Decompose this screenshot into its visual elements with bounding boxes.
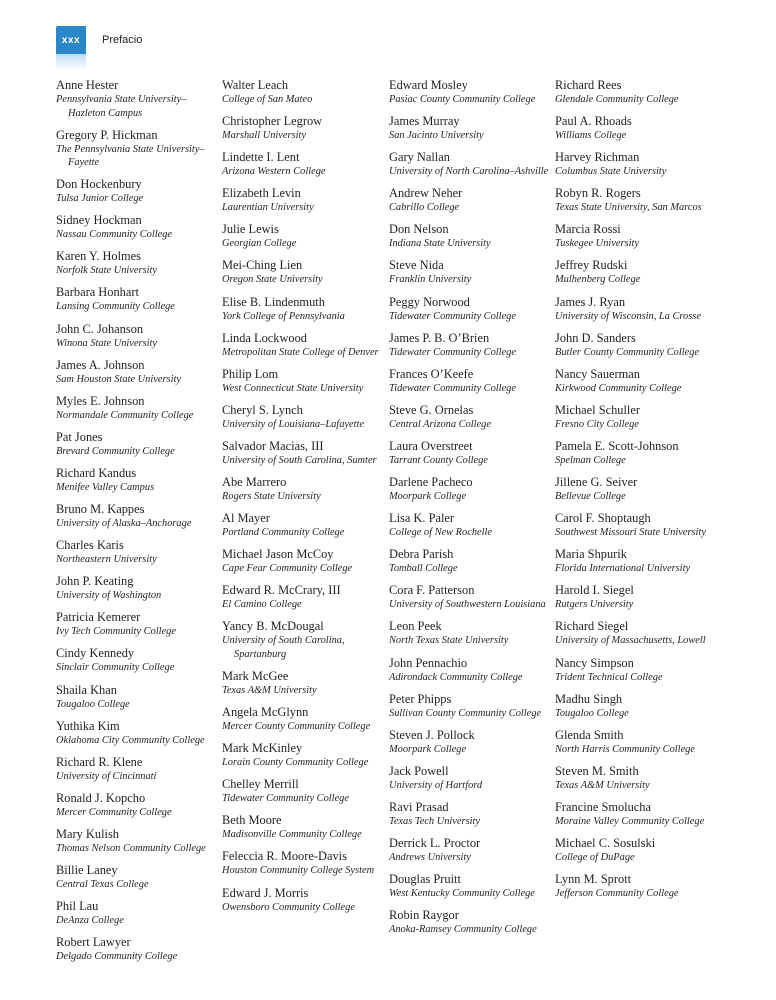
reviewer-entry — [56, 791, 216, 820]
reviewer-entry — [222, 669, 382, 698]
reviewer-entry — [389, 692, 549, 721]
reviewer-list — [0, 78, 776, 988]
reviewer-institution: University of South Carolina, Sumter — [222, 454, 377, 466]
reviewer-name: Richard Rees — [555, 78, 622, 92]
reviewer-name: Darlene Pacheco — [389, 475, 473, 490]
reviewer-institution: Texas A&M University — [555, 779, 650, 791]
reviewer-entry — [555, 331, 715, 360]
reviewer-institution: Norfolk State University — [56, 265, 158, 277]
reviewer-entry — [222, 849, 382, 878]
reviewer-name: Sidney Hockman — [56, 213, 142, 228]
column-4 — [555, 78, 715, 908]
reviewer-entry — [222, 583, 382, 612]
reviewer-entry — [56, 755, 216, 784]
reviewer-entry — [56, 466, 216, 495]
reviewer-name: Don Nelson — [389, 222, 449, 237]
reviewer-institution: Lorain County Community College — [222, 757, 369, 769]
reviewer-name: Steven J. Pollock — [389, 727, 475, 742]
reviewer-name: Michael Schuller — [555, 402, 640, 417]
reviewer-name: Michael Jason McCoy — [222, 547, 334, 562]
reviewer-name: Christopher Legrow — [222, 114, 323, 129]
reviewer-institution: Moorpark College — [389, 491, 467, 503]
reviewer-name: James Murray — [389, 114, 460, 129]
reviewer-name: John P. Keating — [56, 574, 134, 589]
reviewer-name: Douglas Pruitt — [389, 872, 461, 887]
reviewer-name: Paul A. Rhoads — [555, 114, 632, 129]
reviewer-name: Ravi Prasad — [389, 799, 449, 814]
reviewer-entry — [222, 295, 382, 324]
reviewer-entry — [222, 150, 382, 179]
reviewer-institution: University of Southwestern Louisiana — [389, 599, 546, 611]
reviewer-entry — [56, 827, 216, 856]
reviewer-entry — [389, 222, 549, 251]
reviewer-institution: Delgado Community College — [56, 951, 178, 963]
reviewer-entry — [555, 367, 715, 396]
reviewer-institution: Normandale Community College — [56, 409, 194, 421]
reviewer-entry — [555, 475, 715, 504]
reviewer-name: John D. Sanders — [555, 330, 636, 345]
reviewer-entry — [56, 719, 216, 748]
reviewer-entry — [555, 800, 715, 829]
reviewer-entry — [56, 322, 216, 351]
reviewer-institution: Cabrillo College — [389, 202, 460, 214]
reviewer-name: Francine Smolucha — [555, 799, 652, 814]
reviewer-institution: Cape Fear Community College — [222, 563, 353, 575]
reviewer-institution: Trident Technical College — [555, 671, 663, 683]
reviewer-institution: Tulsa Junior College — [56, 193, 144, 205]
reviewer-institution: Central Texas College — [56, 878, 149, 890]
reviewer-entry — [222, 114, 382, 143]
reviewer-name: Beth Moore — [222, 813, 282, 828]
reviewer-entry — [222, 367, 382, 396]
reviewer-entry — [56, 78, 216, 120]
reviewer-institution: Tidewater Community College — [389, 310, 516, 322]
reviewer-name: Mary Kulish — [56, 826, 119, 841]
reviewer-name: Myles E. Johnson — [56, 393, 145, 408]
reviewer-institution: Tidewater Community College — [222, 793, 349, 805]
reviewer-entry — [555, 583, 715, 612]
reviewer-name: Robert Lawyer — [56, 935, 131, 950]
reviewer-institution: Southwest Missouri State University — [555, 527, 706, 539]
reviewer-entry — [222, 511, 382, 540]
reviewer-institution: Butler County Community College — [555, 346, 700, 358]
reviewer-name: Richard R. Klene — [56, 754, 143, 769]
reviewer-name: Derrick L. Proctor — [389, 835, 481, 850]
reviewer-entry — [555, 439, 715, 468]
reviewer-name: James J. Ryan — [555, 294, 626, 309]
reviewer-name: Maria Shpurik — [555, 547, 627, 562]
reviewer-name: Billie Laney — [56, 862, 118, 877]
reviewer-name: Madhu Singh — [555, 691, 623, 706]
reviewer-entry — [389, 78, 549, 107]
reviewer-entry — [222, 403, 382, 432]
reviewer-institution: College of New Rochelle — [389, 527, 493, 539]
reviewer-institution: Brevard Community College — [56, 445, 175, 457]
reviewer-entry — [222, 186, 382, 215]
reviewer-entry — [389, 872, 549, 901]
reviewer-institution: Nassau Community College — [56, 229, 173, 241]
reviewer-institution: Pennsylvania State University–Hazleton Campus — [56, 94, 187, 119]
reviewer-name: Shaila Khan — [56, 682, 117, 697]
reviewer-name: James A. Johnson — [56, 357, 145, 372]
reviewer-institution: San Jacinto University — [389, 130, 484, 142]
reviewer-entry — [555, 186, 715, 215]
reviewer-name: Barbara Honhart — [56, 285, 139, 300]
reviewer-entry — [56, 899, 216, 928]
reviewer-name: Yuthika Kim — [56, 718, 120, 733]
reviewer-entry — [56, 394, 216, 423]
reviewer-entry — [389, 800, 549, 829]
reviewer-entry — [389, 186, 549, 215]
reviewer-entry — [389, 114, 549, 143]
reviewer-entry — [56, 935, 216, 964]
reviewer-entry — [555, 836, 715, 865]
section-title: Prefacio — [102, 34, 143, 46]
reviewer-name: Chelley Merrill — [222, 777, 299, 792]
reviewer-name: Harold I. Siegel — [555, 583, 634, 598]
reviewer-institution: Tomball College — [389, 563, 458, 575]
reviewer-institution: Marshall University — [222, 130, 306, 142]
reviewer-name: Edward J. Morris — [222, 885, 309, 900]
reviewer-entry — [222, 78, 382, 107]
reviewer-entry — [222, 741, 382, 770]
reviewer-entry — [555, 764, 715, 793]
column-2 — [222, 78, 382, 922]
reviewer-entry — [56, 128, 216, 170]
reviewer-name: Philip Lom — [222, 366, 279, 381]
reviewer-entry — [222, 475, 382, 504]
column-1 — [56, 78, 216, 971]
reviewer-institution: Pasiac County Community College — [389, 94, 536, 105]
reviewer-entry — [56, 358, 216, 387]
reviewer-name: Elizabeth Levin — [222, 186, 301, 201]
reviewer-entry — [389, 150, 549, 179]
reviewer-name: Nancy Simpson — [555, 655, 634, 670]
reviewer-institution: University of Massachusetts, Lowell — [555, 635, 706, 647]
reviewer-institution: Adirondack Community College — [389, 671, 523, 683]
reviewer-entry — [555, 692, 715, 721]
reviewer-name: Abe Marrero — [222, 475, 287, 490]
reviewer-name: Andrew Neher — [389, 186, 463, 201]
reviewer-entry — [56, 610, 216, 639]
reviewer-name: Mark McGee — [222, 669, 289, 683]
reviewer-name: Angela McGlynn — [222, 705, 309, 720]
reviewer-name: Al Mayer — [222, 511, 270, 526]
reviewer-institution: Indiana State University — [389, 238, 491, 250]
reviewer-entry — [389, 547, 549, 576]
reviewer-name: Edward R. McCrary, III — [222, 583, 341, 598]
reviewer-entry — [389, 656, 549, 685]
reviewer-entry — [555, 150, 715, 179]
reviewer-institution: Owensboro Community College — [222, 901, 355, 913]
reviewer-entry — [222, 258, 382, 287]
reviewer-name: Cindy Kennedy — [56, 646, 135, 661]
reviewer-institution: Franklin University — [389, 274, 472, 286]
reviewer-name: Bruno M. Kappes — [56, 502, 145, 517]
reviewer-institution: Oregon State University — [222, 274, 323, 286]
reviewer-name: Julie Lewis — [222, 222, 279, 237]
page-header — [56, 26, 142, 54]
reviewer-entry — [56, 502, 216, 531]
reviewer-institution: Houston Community College System — [222, 865, 375, 877]
reviewer-institution: Texas Tech University — [389, 815, 481, 827]
reviewer-name: Lindette I. Lent — [222, 150, 300, 165]
reviewer-institution: Mercer County Community College — [222, 721, 371, 733]
reviewer-name: Walter Leach — [222, 78, 289, 92]
reviewer-entry — [555, 511, 715, 540]
reviewer-entry — [222, 439, 382, 468]
reviewer-name: Feleccia R. Moore-Davis — [222, 849, 347, 864]
reviewer-institution: Anoka-Ramsey Community College — [389, 924, 537, 936]
reviewer-name: Gregory P. Hickman — [56, 127, 158, 142]
reviewer-name: Leon Peek — [389, 619, 442, 634]
reviewer-name: Lisa K. Paler — [389, 511, 455, 526]
reviewer-name: Michael C. Sosulski — [555, 835, 656, 850]
reviewer-entry — [555, 78, 715, 107]
reviewer-institution: Northeastern University — [56, 554, 157, 566]
reviewer-entry — [389, 403, 549, 432]
reviewer-entry — [56, 177, 216, 206]
reviewer-name: Robyn R. Rogers — [555, 186, 641, 201]
reviewer-name: Mei-Ching Lien — [222, 258, 303, 273]
reviewer-entry — [555, 222, 715, 251]
reviewer-institution: North Texas State University — [389, 635, 509, 647]
reviewer-name: Steve G. Ornelas — [389, 402, 474, 417]
reviewer-entry — [56, 213, 216, 242]
reviewer-institution: Fresno City College — [555, 418, 639, 430]
reviewer-institution: Florida International University — [555, 563, 691, 575]
reviewer-name: Frances O’Keefe — [389, 366, 474, 381]
reviewer-institution: West Kentucky Community College — [389, 888, 535, 900]
reviewer-name: Yancy B. McDougal — [222, 619, 324, 634]
reviewer-entry — [555, 619, 715, 648]
reviewer-institution: Metropolitan State College of Denver — [222, 346, 379, 358]
reviewer-entry — [222, 222, 382, 251]
reviewer-entry — [389, 728, 549, 757]
reviewer-institution: The Pennsylvania State University–Fayette — [56, 143, 205, 169]
reviewer-entry — [222, 331, 382, 360]
reviewer-entry — [56, 538, 216, 567]
reviewer-name: James P. B. O’Brien — [389, 330, 490, 345]
reviewer-name: Lynn M. Sprott — [555, 872, 632, 887]
reviewer-institution: University of Hartford — [389, 779, 483, 791]
reviewer-institution: Ivy Tech Community College — [56, 626, 176, 638]
reviewer-institution: Spelman College — [555, 454, 626, 466]
reviewer-institution: University of Louisiana–Lafayette — [222, 418, 364, 430]
reviewer-name: Charles Karis — [56, 538, 124, 553]
reviewer-entry — [56, 863, 216, 892]
reviewer-name: John C. Johanson — [56, 321, 144, 336]
reviewer-name: Steve Nida — [389, 258, 444, 273]
reviewer-institution: Texas A&M University — [222, 685, 317, 696]
reviewer-name: Steven M. Smith — [555, 763, 639, 778]
reviewer-entry — [555, 258, 715, 287]
reviewer-name: Jeffrey Rudski — [555, 258, 628, 273]
reviewer-institution: York College of Pennsylvania — [222, 310, 345, 322]
reviewer-institution: Glendale Community College — [555, 94, 679, 105]
reviewer-institution: Mercer Community College — [56, 806, 172, 818]
reviewer-entry — [555, 295, 715, 324]
reviewer-name: Nancy Sauerman — [555, 366, 640, 381]
reviewer-name: Richard Kandus — [56, 465, 137, 480]
reviewer-entry — [389, 764, 549, 793]
reviewer-entry — [389, 619, 549, 648]
reviewer-entry — [222, 619, 382, 661]
reviewer-name: Marcia Rossi — [555, 222, 621, 237]
reviewer-institution: Winona State University — [56, 337, 158, 349]
reviewer-institution: University of Cincinnati — [56, 770, 157, 782]
reviewer-name: Edward Mosley — [389, 78, 468, 92]
reviewer-entry — [222, 813, 382, 842]
reviewer-entry — [389, 331, 549, 360]
reviewer-institution: El Camino College — [222, 599, 302, 611]
reviewer-name: Jack Powell — [389, 763, 449, 778]
reviewer-entry — [56, 646, 216, 675]
reviewer-institution: Texas State University, San Marcos — [555, 202, 702, 214]
reviewer-name: Cora F. Patterson — [389, 583, 475, 598]
reviewer-name: Linda Lockwood — [222, 330, 307, 345]
reviewer-institution: Lansing Community College — [56, 301, 175, 313]
reviewer-entry — [56, 285, 216, 314]
reviewer-name: Ronald J. Kopcho — [56, 790, 146, 805]
reviewer-institution: North Harris Community College — [555, 743, 695, 755]
reviewer-entry — [389, 908, 549, 937]
reviewer-institution: College of San Mateo — [222, 94, 313, 105]
reviewer-entry — [555, 114, 715, 143]
reviewer-institution: Moraine Valley Community College — [555, 815, 705, 827]
reviewer-institution: Sullivan County Community College — [389, 707, 542, 719]
reviewer-institution: Tidewater Community College — [389, 346, 516, 358]
reviewer-name: Carol F. Shoptaugh — [555, 511, 651, 526]
reviewer-name: Jillene G. Seiver — [555, 475, 638, 490]
reviewer-institution: Portland Community College — [222, 527, 345, 539]
reviewer-name: Robin Raygor — [389, 908, 459, 923]
reviewer-institution: Columbus State University — [555, 166, 667, 178]
reviewer-name: Peggy Norwood — [389, 294, 470, 309]
reviewer-name: Gary Nallan — [389, 150, 450, 165]
reviewer-entry — [389, 439, 549, 468]
reviewer-institution: University of Alaska–Anchorage — [56, 518, 192, 530]
reviewer-institution: DeAnza College — [56, 915, 124, 927]
reviewer-institution: Tarrant County College — [389, 454, 488, 466]
reviewer-institution: Jefferson Community College — [555, 888, 679, 900]
reviewer-entry — [222, 886, 382, 915]
reviewer-name: Salvador Macias, III — [222, 438, 324, 453]
reviewer-institution: Moorpark College — [389, 743, 467, 755]
reviewer-institution: University of North Carolina–Ashville — [389, 166, 549, 178]
reviewer-institution: Thomas Nelson Community College — [56, 842, 206, 854]
reviewer-name: Patricia Kemerer — [56, 610, 141, 625]
reviewer-name: Cheryl S. Lynch — [222, 402, 303, 417]
reviewer-institution: Sinclair Community College — [56, 662, 175, 674]
reviewer-entry — [389, 583, 549, 612]
reviewer-entry — [56, 430, 216, 459]
badge-gradient — [56, 54, 86, 70]
page-number: xxx — [56, 26, 86, 54]
reviewer-institution: Arizona Western College — [222, 166, 326, 178]
reviewer-name: Peter Phipps — [389, 691, 452, 706]
reviewer-institution: Tidewater Community College — [389, 382, 516, 394]
reviewer-entry — [389, 836, 549, 865]
reviewer-entry — [56, 574, 216, 603]
reviewer-name: Pamela E. Scott-Johnson — [555, 438, 679, 453]
reviewer-name: John Pennachio — [389, 655, 468, 670]
reviewer-institution: Mulhenberg College — [555, 274, 641, 286]
reviewer-name: Phil Lau — [56, 899, 99, 914]
reviewer-entry — [555, 403, 715, 432]
reviewer-name: Glenda Smith — [555, 727, 624, 742]
reviewer-entry — [389, 258, 549, 287]
reviewer-institution: Sam Houston State University — [56, 373, 181, 385]
reviewer-name: Anne Hester — [56, 78, 119, 92]
reviewer-entry — [389, 475, 549, 504]
reviewer-entry — [389, 295, 549, 324]
reviewer-entry — [555, 656, 715, 685]
reviewer-entry — [389, 367, 549, 396]
reviewer-entry — [389, 511, 549, 540]
reviewer-institution: University of Washington — [56, 590, 162, 602]
reviewer-entry — [56, 249, 216, 278]
reviewer-entry — [222, 547, 382, 576]
reviewer-name: Mark McKinley — [222, 741, 303, 756]
reviewer-institution: Tuskegee University — [555, 238, 639, 250]
reviewer-institution: Georgian College — [222, 238, 297, 250]
column-3 — [389, 78, 549, 944]
reviewer-name: Debra Parish — [389, 547, 454, 562]
reviewer-institution: Central Arizona College — [389, 418, 491, 430]
reviewer-entry — [555, 547, 715, 576]
reviewer-name: Don Hockenbury — [56, 177, 142, 192]
reviewer-institution: University of Wisconsin, La Crosse — [555, 310, 701, 322]
reviewer-institution: Tougaloo College — [555, 707, 629, 719]
reviewer-institution: College of DuPage — [555, 851, 635, 863]
reviewer-name: Pat Jones — [56, 429, 103, 444]
reviewer-name: Harvey Richman — [555, 150, 640, 165]
reviewer-institution: Kirkwood Community College — [555, 382, 682, 394]
reviewer-entry — [555, 728, 715, 757]
reviewer-name: Elise B. Lindenmuth — [222, 294, 325, 309]
reviewer-institution: Laurentian University — [222, 202, 314, 214]
reviewer-institution: Oklahoma City Community College — [56, 734, 205, 746]
reviewer-entry — [222, 705, 382, 734]
reviewer-institution: Menifee Valley Campus — [56, 481, 155, 493]
reviewer-name: Laura Overstreet — [389, 438, 473, 453]
reviewer-entry — [56, 683, 216, 712]
reviewer-institution: Bellevue College — [555, 491, 626, 503]
reviewer-institution: Andrews University — [389, 851, 471, 863]
reviewer-institution: West Connecticut State University — [222, 382, 364, 394]
reviewer-entry — [222, 777, 382, 806]
reviewer-institution: Madisonville Community College — [222, 829, 362, 841]
reviewer-name: Karen Y. Holmes — [56, 249, 141, 264]
reviewer-institution: Williams College — [555, 130, 627, 142]
reviewer-entry — [555, 872, 715, 901]
reviewer-institution: Rutgers University — [555, 599, 634, 611]
reviewer-name: Richard Siegel — [555, 619, 629, 634]
reviewer-institution: Rogers State University — [222, 491, 321, 503]
page-number-badge — [56, 26, 86, 54]
reviewer-institution: University of South Carolina, Spartanburg — [222, 635, 345, 660]
reviewer-institution: Tougaloo College — [56, 698, 130, 710]
